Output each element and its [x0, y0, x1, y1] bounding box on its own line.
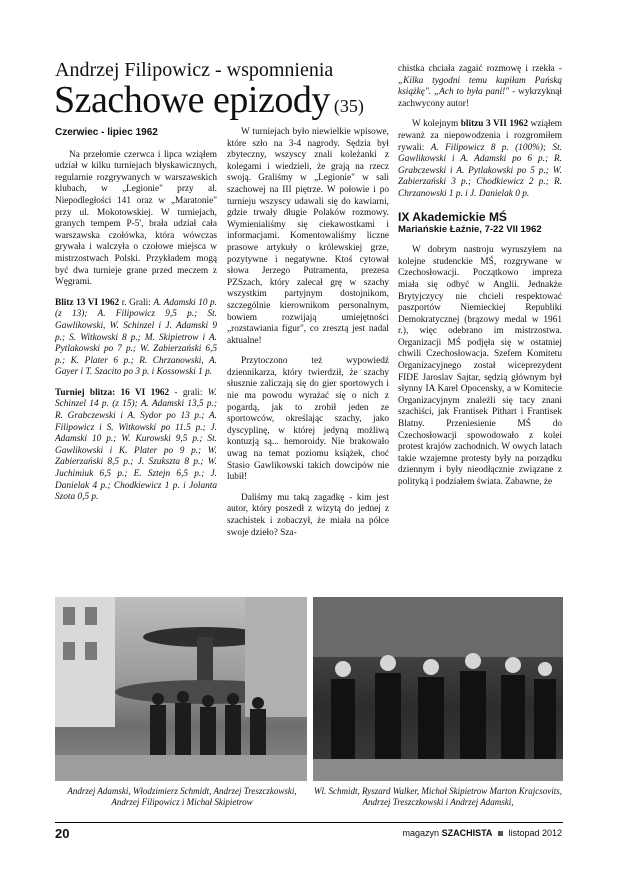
col3-top-end: - wykrzyknął zachwycony autor! — [398, 87, 563, 109]
group-portrait-illustration — [313, 597, 563, 781]
column-1 — [55, 127, 217, 504]
fountain-scene-illustration — [55, 597, 307, 781]
page-number: 20 — [55, 826, 70, 841]
turniej-results-paragraph — [55, 388, 217, 504]
magazine-name: SZACHISTA — [441, 828, 493, 838]
blitz-mid: r. Grali: — [119, 297, 154, 308]
blitz2-results: A. Filipowicz 8 p. (100%); St. Gawlikowski i A. Adamski po 6 p.; R. Grabczewski i A. Pytlakowski po 5 p.; W. Zabierzański 3 p.; Chodkiewicz 2 p.; R. Chrzanowski 1 p. i J. Danielak 0 p. — [398, 142, 562, 199]
footer-magazine — [403, 828, 562, 838]
section-title: IX Akademickie MŚ — [398, 209, 507, 224]
section-subtitle: Mariańskie Łaźnie, 7-22 VII 1962 — [398, 223, 542, 235]
intro-paragraph: Na przełomie czerwca i lipca wziąłem udział w kilku turniejach błyskawicznych, regularnie rozgrywanych w warszawskich klubach, w „Legionie" przy al. Niepodległości 141 oraz w „Maratonie" przy ul. Mokotowskiej. W turniejach, granych tempem P-5', brała udział cała warszawska czołówka, która wówczas grywała i walczyła o czołowe miejsca w mistrzostwach Polski. Przykładem mogą być dwa turnieje grane przed meczem z Węgrami. — [55, 149, 217, 288]
section-subheading: Czerwiec - lipiec 1962 — [55, 127, 158, 138]
blitz2-paragraph — [398, 119, 562, 200]
blitz-results-paragraph — [55, 298, 217, 379]
photo-left-caption: Andrzej Adamski, Włodzimierz Schmidt, Andrzej Treszczkowski, Andrzej Filipowicz i Michał Skipietrow — [67, 786, 297, 807]
col2-paragraph-1: W turniejach było niewielkie wpisowe, które szło na 3-4 nagrody. Sędzia był zbyteczny, wszyscy znali koleżanki z kolegami i wiedzieli, że grają na rzecz swoją. Graliśmy w „Legionie" w sali szachowej na III piętrze. W połowie i po turnieju wszyscy udawali się do kawiarni, gdzie trwały długie Polaków rozmowy. Wymienialiśmy się ciekawostkami i informacjami. Komentowaliśmy liczne prasowe artykuły o królewskiej grze, pozytywne i negatywne. Ktoś cytował słowa Jerzego Putramenta, prezesa PZSzach, który zalecał grę w szachy wszystkim partyjnym dostojnikom, szczególnie kierownikom personalnym, bowiem rozwijają umiejętności „rozstawiania figur", co zresztą jest nadal aktualne! — [227, 127, 389, 346]
photo-right-caption: Wl. Schmidt, Ryszard Walker, Michał Skipietrow Marton Krajcsovits, Andrzej Treszczkowski i Andrzej Adamski, — [313, 786, 563, 807]
footer-rule — [55, 822, 563, 823]
col3-top-plain: chistka chciała zagaić rozmowę i rzekła - — [398, 64, 562, 74]
turniej-mid: - grali: — [169, 387, 208, 398]
article-number: (35) — [333, 96, 364, 116]
col2-paragraph-3: Daliśmy mu taką zagadkę - kim jest autor, który poszedł z wizytą do jednej z szachistek i zobaczył, że miała na półce swoje dzieło? Sza- — [227, 492, 389, 538]
turniej-label: Turniej blitza: 16 VI 1962 — [55, 387, 170, 398]
article-title-wrap — [54, 80, 394, 120]
photo-left — [55, 597, 307, 781]
blitz2-plain: W kolejnym — [412, 119, 461, 130]
photo-right — [313, 597, 563, 781]
col3-continuation — [398, 64, 562, 110]
magazine-issue: listopad 2012 — [508, 828, 562, 838]
blitz2-label: blitzu 3 VII 1962 — [460, 119, 528, 130]
footer-separator-icon — [498, 831, 503, 836]
column-2 — [227, 127, 389, 539]
column-3 — [398, 64, 562, 489]
magazine-prefix: magazyn — [402, 828, 442, 838]
turniej-results: W. Schinzel 14 p. (z 15); A. Adamski 13,5 p.; R. Grabczewski i A. Sydor po 13 p.; A. Filipowicz i S. Witkowski po 11.5 p.; J. Adamski 10 p.; W. Kurowski 9,5 p.; St. Gawlikowski i K. Plater po 9 p.; W. Zabierzański 8,5 p.; J. Szukszta 8 p.; W. Juchimiuk 6,5 p.; E. Sztejn 6,5 p.; J. Danielak 4 p.; Chodkiewicz 1 p. i Jolanta Szota 0,5 p. — [55, 387, 217, 503]
col3-body: W dobrym nastroju wyruszyłem na kolejne studenckie MŚ, rozgrywane w Czechosłowacji. Początkowo impreza miała się odbyć w Anglii. Jednakże Brytyjczycy nie chcieli respektować paszportów Niemieckiej Republiki Demokratycznej (brązowy medal w 1961 r.), więc odebrano im mistrzostwa. Organizacji MŚ podjęła się w ostatniej chwili Czechosłowacja. Szefem Komitetu Organizacyjnego został wiceprezydent FIDE Jaroslav Sajtar, sędzią głównym był słynny IA Karel Opocensky, a w Komitecie Organizacyjnym znaleźli się tacy znani szachiści, jak Frantisek Pithart i Frantisek Blatny. Przeniesienie MŚ do Czechosłowacji spowodowało z kolei protest krajów zachodnich. W owych latach takie wzajemne protesty były na porządku dziennym i były nieodłącznie związane z polityką i podziałem świata. Zabawne, że — [398, 245, 562, 487]
col2-paragraph-2: Przytoczono też wypowiedź dziennikarza, który twierdził, że szachy słusznie zaliczają się do gier sportowych i nie ma powodu wyrażać się o nich z pogardą, jak to zrobił jeden ze sportowców, określając szachy, jako dyscyplinę, w której jedyną możliwą kontuzją są... hemoroidy. Nie brakowało uwag na temat poziomu książek, choć Stasio Gawlikowski takich dowcipów nie lubił! — [227, 356, 389, 483]
blitz2-after: wziąłem rewanż za niepowodzenia i rozgromiłem rywali: — [398, 119, 562, 153]
col3-top-quote: „Kilka tygodni temu kupiłam Pańską książkę". „Ach to była pani!" — [398, 75, 562, 98]
blitz-results: A. Adamski 10 p. (z 13); A. Filipowicz 9,5 p.; St. Gawlikowski, W. Schinzel i J. Adamski 9 p.; S. Witkowski 8 p.; M. Skipietrow i A. Pytlakowski po 7 p.; W. Zabierzański 6,5 p.; K. Plater 6 p.; R. Chrzanowski, A. Gayer i T. Szacito po 3 p. i Kossowski 1 p. — [55, 297, 217, 378]
blitz-label: Blitz 13 VI 1962 — [55, 297, 120, 308]
article-title: Szachowe epizody — [54, 79, 330, 121]
article-kicker: Andrzej Filipowicz - wspomnienia — [55, 59, 334, 81]
